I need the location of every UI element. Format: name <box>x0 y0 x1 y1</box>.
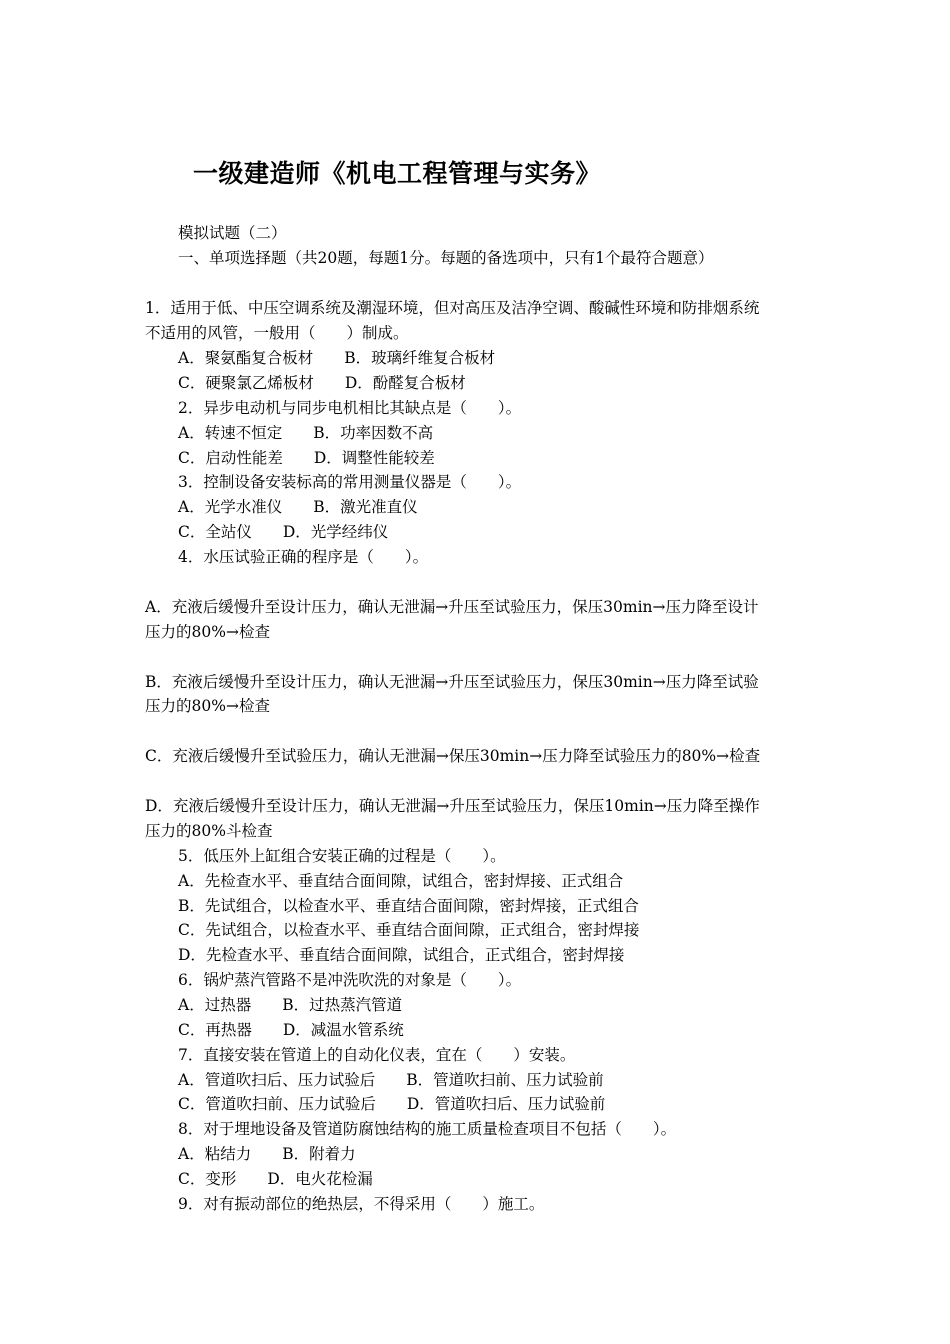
q4-option-b-line2: 压力的80%→检查 <box>145 697 270 715</box>
q4-option-c: C．充液后缓慢升至试验压力，确认无泄漏→保压30min→压力降至试验压力的80%→检查 <box>145 747 761 765</box>
q2-options-ab: A．转速不恒定 B．功率因数不高 <box>178 424 434 442</box>
q4-option-a-line1: A．充液后缓慢升至设计压力，确认无泄漏→升压至试验压力，保压30min→压力降至设计 <box>145 598 759 616</box>
q3-options-cd: C．全站仪 D．光学经纬仪 <box>178 523 389 541</box>
q5-option-c: C．先试组合，以检查水平、垂直结合面间隙，正式组合，密封焊接 <box>178 921 640 939</box>
q7-options-ab: A．管道吹扫后、压力试验后 B．管道吹扫前、压力试验前 <box>178 1071 604 1089</box>
q6-options-ab: A．过热器 B．过热蒸汽管道 <box>178 996 403 1014</box>
q9-stem: 9．对有振动部位的绝热层，不得采用（ ）施工。 <box>178 1195 545 1213</box>
q4-option-d-line1: D．充液后缓慢升至设计压力，确认无泄漏→升压至试验压力，保压10min→压力降至操作 <box>145 797 760 815</box>
q1-options-ab: A．聚氨酯复合板材 B．玻璃纤维复合板材 <box>178 349 496 367</box>
q1-options-cd: C．硬聚氯乙烯板材 D．酚醛复合板材 <box>178 374 466 392</box>
q5-option-b: B．先试组合，以检查水平、垂直结合面间隙，密封焊接，正式组合 <box>178 897 639 915</box>
section-heading: 一、单项选择题（共20题，每题1分。每题的备选项中，只有1个最符合题意） <box>178 249 714 267</box>
q8-stem: 8．对于埋地设备及管道防腐蚀结构的施工质量检查项目不包括（ ）。 <box>178 1120 677 1138</box>
q6-options-cd: C．再热器 D．减温水管系统 <box>178 1021 404 1039</box>
q2-stem: 2．异步电动机与同步电机相比其缺点是（ ）。 <box>178 399 522 417</box>
q3-options-ab: A．光学水准仪 B．激光准直仪 <box>178 498 418 516</box>
q4-option-a-line2: 压力的80%→检查 <box>145 623 270 641</box>
q4-option-d-line2: 压力的80%斗检查 <box>145 822 273 840</box>
q1-stem-line1: 1．适用于低、中压空调系统及潮湿环境，但对高压及洁净空调、酸碱性环境和防排烟系统 <box>145 299 760 317</box>
q8-options-cd: C．变形 D．电火花检漏 <box>178 1170 373 1188</box>
q7-options-cd: C．管道吹扫前、压力试验后 D．管道吹扫后、压力试验前 <box>178 1095 606 1113</box>
q5-option-a: A．先检查水平、垂直结合面间隙，试组合，密封焊接、正式组合 <box>178 872 624 890</box>
q5-stem: 5．低压外上缸组合安装正确的过程是（ ）。 <box>178 847 506 865</box>
q6-stem: 6．锅炉蒸汽管路不是冲洗吹洗的对象是（ ）。 <box>178 971 522 989</box>
q4-stem: 4．水压试验正确的程序是（ ）。 <box>178 548 429 566</box>
q7-stem: 7．直接安装在管道上的自动化仪表，宜在（ ）安装。 <box>178 1046 576 1064</box>
subtitle: 模拟试题（二） <box>178 224 287 242</box>
q1-stem-line2: 不适用的风管，一般用（ ）制成。 <box>145 324 409 342</box>
document-title: 一级建造师《机电工程管理与实务》 <box>193 159 602 188</box>
q5-option-d: D．先检查水平、垂直结合面间隙，试组合，正式组合，密封焊接 <box>178 946 625 964</box>
q3-stem: 3．控制设备安装标高的常用测量仪器是（ ）。 <box>178 473 522 491</box>
q8-options-ab: A．粘结力 B．附着力 <box>178 1145 356 1163</box>
q2-options-cd: C．启动性能差 D．调整性能较差 <box>178 449 435 467</box>
q4-option-b-line1: B．充液后缓慢升至设计压力，确认无泄漏→升压至试验压力，保压30min→压力降至试验 <box>145 673 759 691</box>
